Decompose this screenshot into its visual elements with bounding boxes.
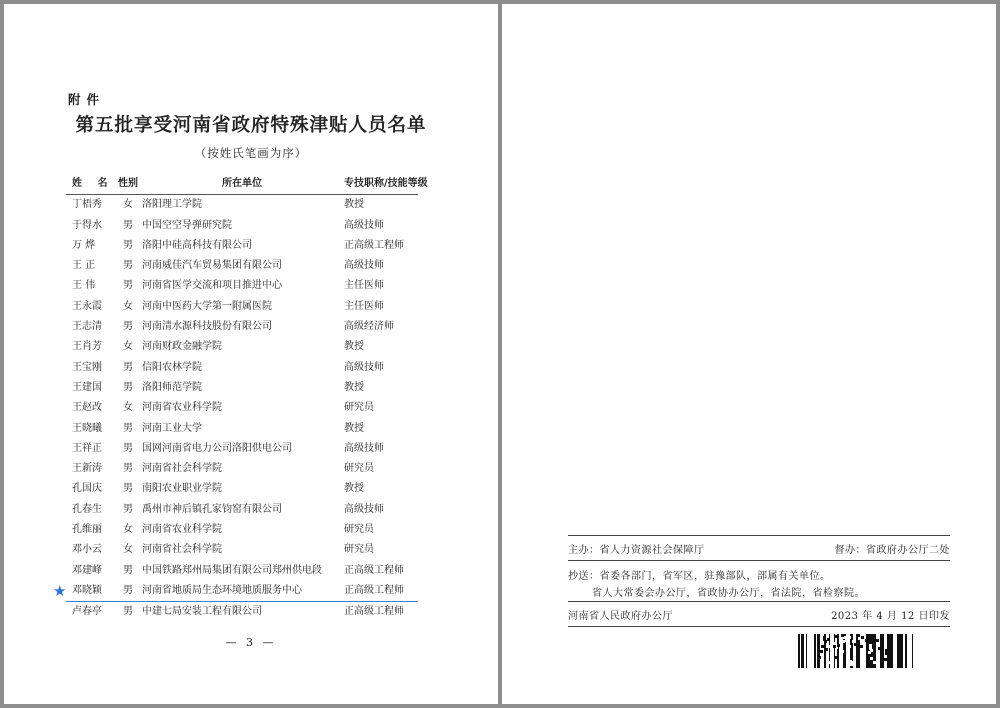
cell-name: 王永霞	[72, 300, 102, 312]
cell-gender: 男	[123, 463, 133, 475]
cell-name: 王肖芳	[72, 341, 102, 353]
footer-date: 2023 年 4 月 12 日印发	[831, 611, 950, 622]
cell-name: 王赵改	[72, 402, 102, 414]
cell-unit: 国网河南省电力公司洛阳供电公司	[142, 442, 292, 454]
cell-title: 教授	[344, 381, 364, 393]
cell-name: 王晓曦	[72, 422, 102, 434]
cell-unit: 河南省社会科学院	[142, 463, 222, 475]
cell-title: 正高级工程师	[344, 564, 404, 576]
cell-title: 研究员	[344, 402, 374, 414]
cell-name: 邓小云	[72, 544, 102, 556]
cell-unit: 禹州市神后镇孔家钧窑有限公司	[142, 503, 282, 515]
footer-issue-row	[568, 607, 950, 622]
cell-gender: 女	[123, 199, 133, 211]
cell-gender: 女	[123, 341, 133, 353]
cell-unit: 南阳农业职业学院	[142, 483, 222, 495]
cell-unit: 信阳农林学院	[142, 361, 202, 373]
cell-title: 高级技师	[344, 361, 384, 373]
cell-title: 主任医师	[344, 300, 384, 312]
cell-name: 邓建峰	[72, 564, 102, 576]
table-row	[66, 236, 418, 256]
star-icon: ★	[53, 581, 67, 600]
cell-title: 教授	[344, 341, 364, 353]
cell-unit: 河南中医药大学第一附属医院	[142, 300, 272, 312]
cell-gender: 男	[123, 564, 133, 576]
cell-gender: 女	[123, 300, 133, 312]
cell-unit: 河南威佳汽车贸易集团有限公司	[142, 260, 282, 272]
cell-title: 高级技师	[344, 442, 384, 454]
table-row	[66, 276, 418, 296]
cell-unit: 河南省社会科学院	[142, 544, 222, 556]
cell-unit: 河南财政金融学院	[142, 341, 222, 353]
roster-table	[53, 174, 428, 623]
cell-title: 教授	[344, 199, 364, 211]
cell-title: 教授	[344, 422, 364, 434]
page-number: — 3 —	[225, 636, 277, 649]
document-subtitle: （按姓氏笔画为序）	[194, 146, 308, 160]
cell-gender: 男	[123, 584, 133, 596]
cell-title: 高级技师	[344, 503, 384, 515]
header-unit: 所在单位	[222, 178, 262, 189]
cell-name: 王新涛	[72, 463, 102, 475]
cell-unit: 洛阳中硅高科技有限公司	[142, 239, 252, 251]
table-row	[66, 419, 418, 439]
cell-gender: 男	[123, 361, 133, 373]
cell-gender: 男	[123, 260, 133, 272]
cell-gender: 男	[123, 503, 133, 515]
footer-cc-line1: 抄送：省委各部门，省军区，驻豫部队，部属有关单位。	[568, 571, 831, 582]
cell-gender: 女	[123, 524, 133, 536]
footer-rule-mid	[568, 560, 950, 561]
cell-gender: 男	[123, 606, 133, 618]
footer-rule-top	[568, 535, 950, 536]
cell-unit: 洛阳师范学院	[142, 381, 202, 393]
cell-name: 孔维丽	[72, 524, 102, 536]
cell-unit: 河南省医学交流和项目推进中心	[142, 280, 282, 292]
cell-name: 王 伟	[72, 280, 96, 292]
cell-title: 教授	[344, 483, 364, 495]
cell-gender: 男	[123, 219, 133, 231]
table-row	[66, 520, 418, 540]
footer-rule-bottom	[568, 626, 950, 627]
cell-gender: 女	[123, 544, 133, 556]
table-row	[66, 297, 418, 317]
cell-unit: 河南省地质局生态环境地质服务中心	[142, 584, 302, 596]
table-row	[66, 602, 418, 622]
table-row	[66, 216, 418, 236]
cell-name: 王祥正	[72, 442, 102, 454]
cell-title: 正高级工程师	[344, 584, 404, 596]
cell-title: 研究员	[344, 544, 374, 556]
cell-name: 丁梧秀	[72, 199, 102, 211]
table-row	[53, 581, 418, 602]
right-page	[502, 4, 996, 704]
table-row	[66, 256, 418, 276]
table-row	[66, 479, 418, 499]
header-name: 姓 名	[72, 178, 114, 189]
cell-name: 王宝刚	[72, 361, 102, 373]
cell-title: 正高级工程师	[344, 606, 404, 618]
table-row	[66, 540, 418, 560]
table-row	[66, 378, 418, 398]
table-body	[53, 195, 418, 622]
cell-gender: 男	[123, 239, 133, 251]
cell-title: 高级技师	[344, 260, 384, 272]
cell-unit: 中国空空导弹研究院	[142, 219, 232, 231]
cell-unit: 中国铁路郑州局集团有限公司郑州供电段	[142, 564, 322, 576]
table-row	[66, 317, 418, 337]
cell-name: 卢春亭	[72, 606, 102, 618]
table-row	[66, 439, 418, 459]
table-header	[66, 174, 428, 194]
cell-title: 主任医师	[344, 280, 384, 292]
table-row	[66, 398, 418, 418]
cell-unit: 洛阳理工学院	[142, 199, 202, 211]
cell-title: 高级技师	[344, 219, 384, 231]
table-row	[66, 459, 418, 479]
cell-name: 王志清	[72, 321, 102, 333]
cell-unit: 河南省农业科学院	[142, 524, 222, 536]
cell-gender: 男	[123, 422, 133, 434]
table-row	[66, 337, 418, 357]
cell-name: 孔国庆	[72, 483, 102, 495]
header-gender: 性别	[118, 178, 138, 189]
left-page	[4, 4, 498, 704]
cell-unit: 河南工业大学	[142, 422, 202, 434]
cell-name: 于得水	[72, 219, 102, 231]
table-row	[66, 195, 418, 215]
footer-cc-line2: 省人大常委会办公厅，省政协办公厅，省法院，省检察院。	[592, 588, 865, 599]
table-row	[66, 500, 418, 520]
document-title: 第五批享受河南省政府特殊津贴人员名单	[75, 115, 427, 136]
cell-gender: 男	[123, 483, 133, 495]
attachment-label: 附件	[68, 92, 106, 107]
footer-host: 主办：省人力资源社会保障厅	[568, 545, 705, 556]
cell-name: 万 烨	[72, 239, 96, 251]
cell-title: 高级经济师	[344, 321, 394, 333]
cell-title: 研究员	[344, 524, 374, 536]
header-title: 专技职称/技能等级	[344, 178, 428, 189]
cell-gender: 男	[123, 280, 133, 292]
footer-rule-lower	[568, 601, 950, 602]
footer-issuer: 河南省人民政府办公厅	[568, 611, 673, 622]
cell-gender: 女	[123, 402, 133, 414]
cell-name: 孔春生	[72, 503, 102, 515]
footer-supervise: 督办：省政府办公厅二处	[834, 545, 950, 556]
table-row	[66, 358, 418, 378]
cell-title: 正高级工程师	[344, 239, 404, 251]
cell-gender: 男	[123, 442, 133, 454]
table-row	[66, 561, 418, 581]
barcode-image	[798, 634, 914, 668]
cell-unit: 河南省农业科学院	[142, 402, 222, 414]
cell-name: 王建国	[72, 381, 102, 393]
cell-name: 邓晓颖	[72, 584, 102, 596]
cell-gender: 男	[123, 381, 133, 393]
cell-name: 王 正	[72, 260, 96, 272]
cell-unit: 中建七局安装工程有限公司	[142, 606, 262, 618]
cell-title: 研究员	[344, 463, 374, 475]
footer-host-row	[568, 541, 950, 556]
cell-unit: 河南清水源科技股份有限公司	[142, 321, 272, 333]
cell-gender: 男	[123, 321, 133, 333]
